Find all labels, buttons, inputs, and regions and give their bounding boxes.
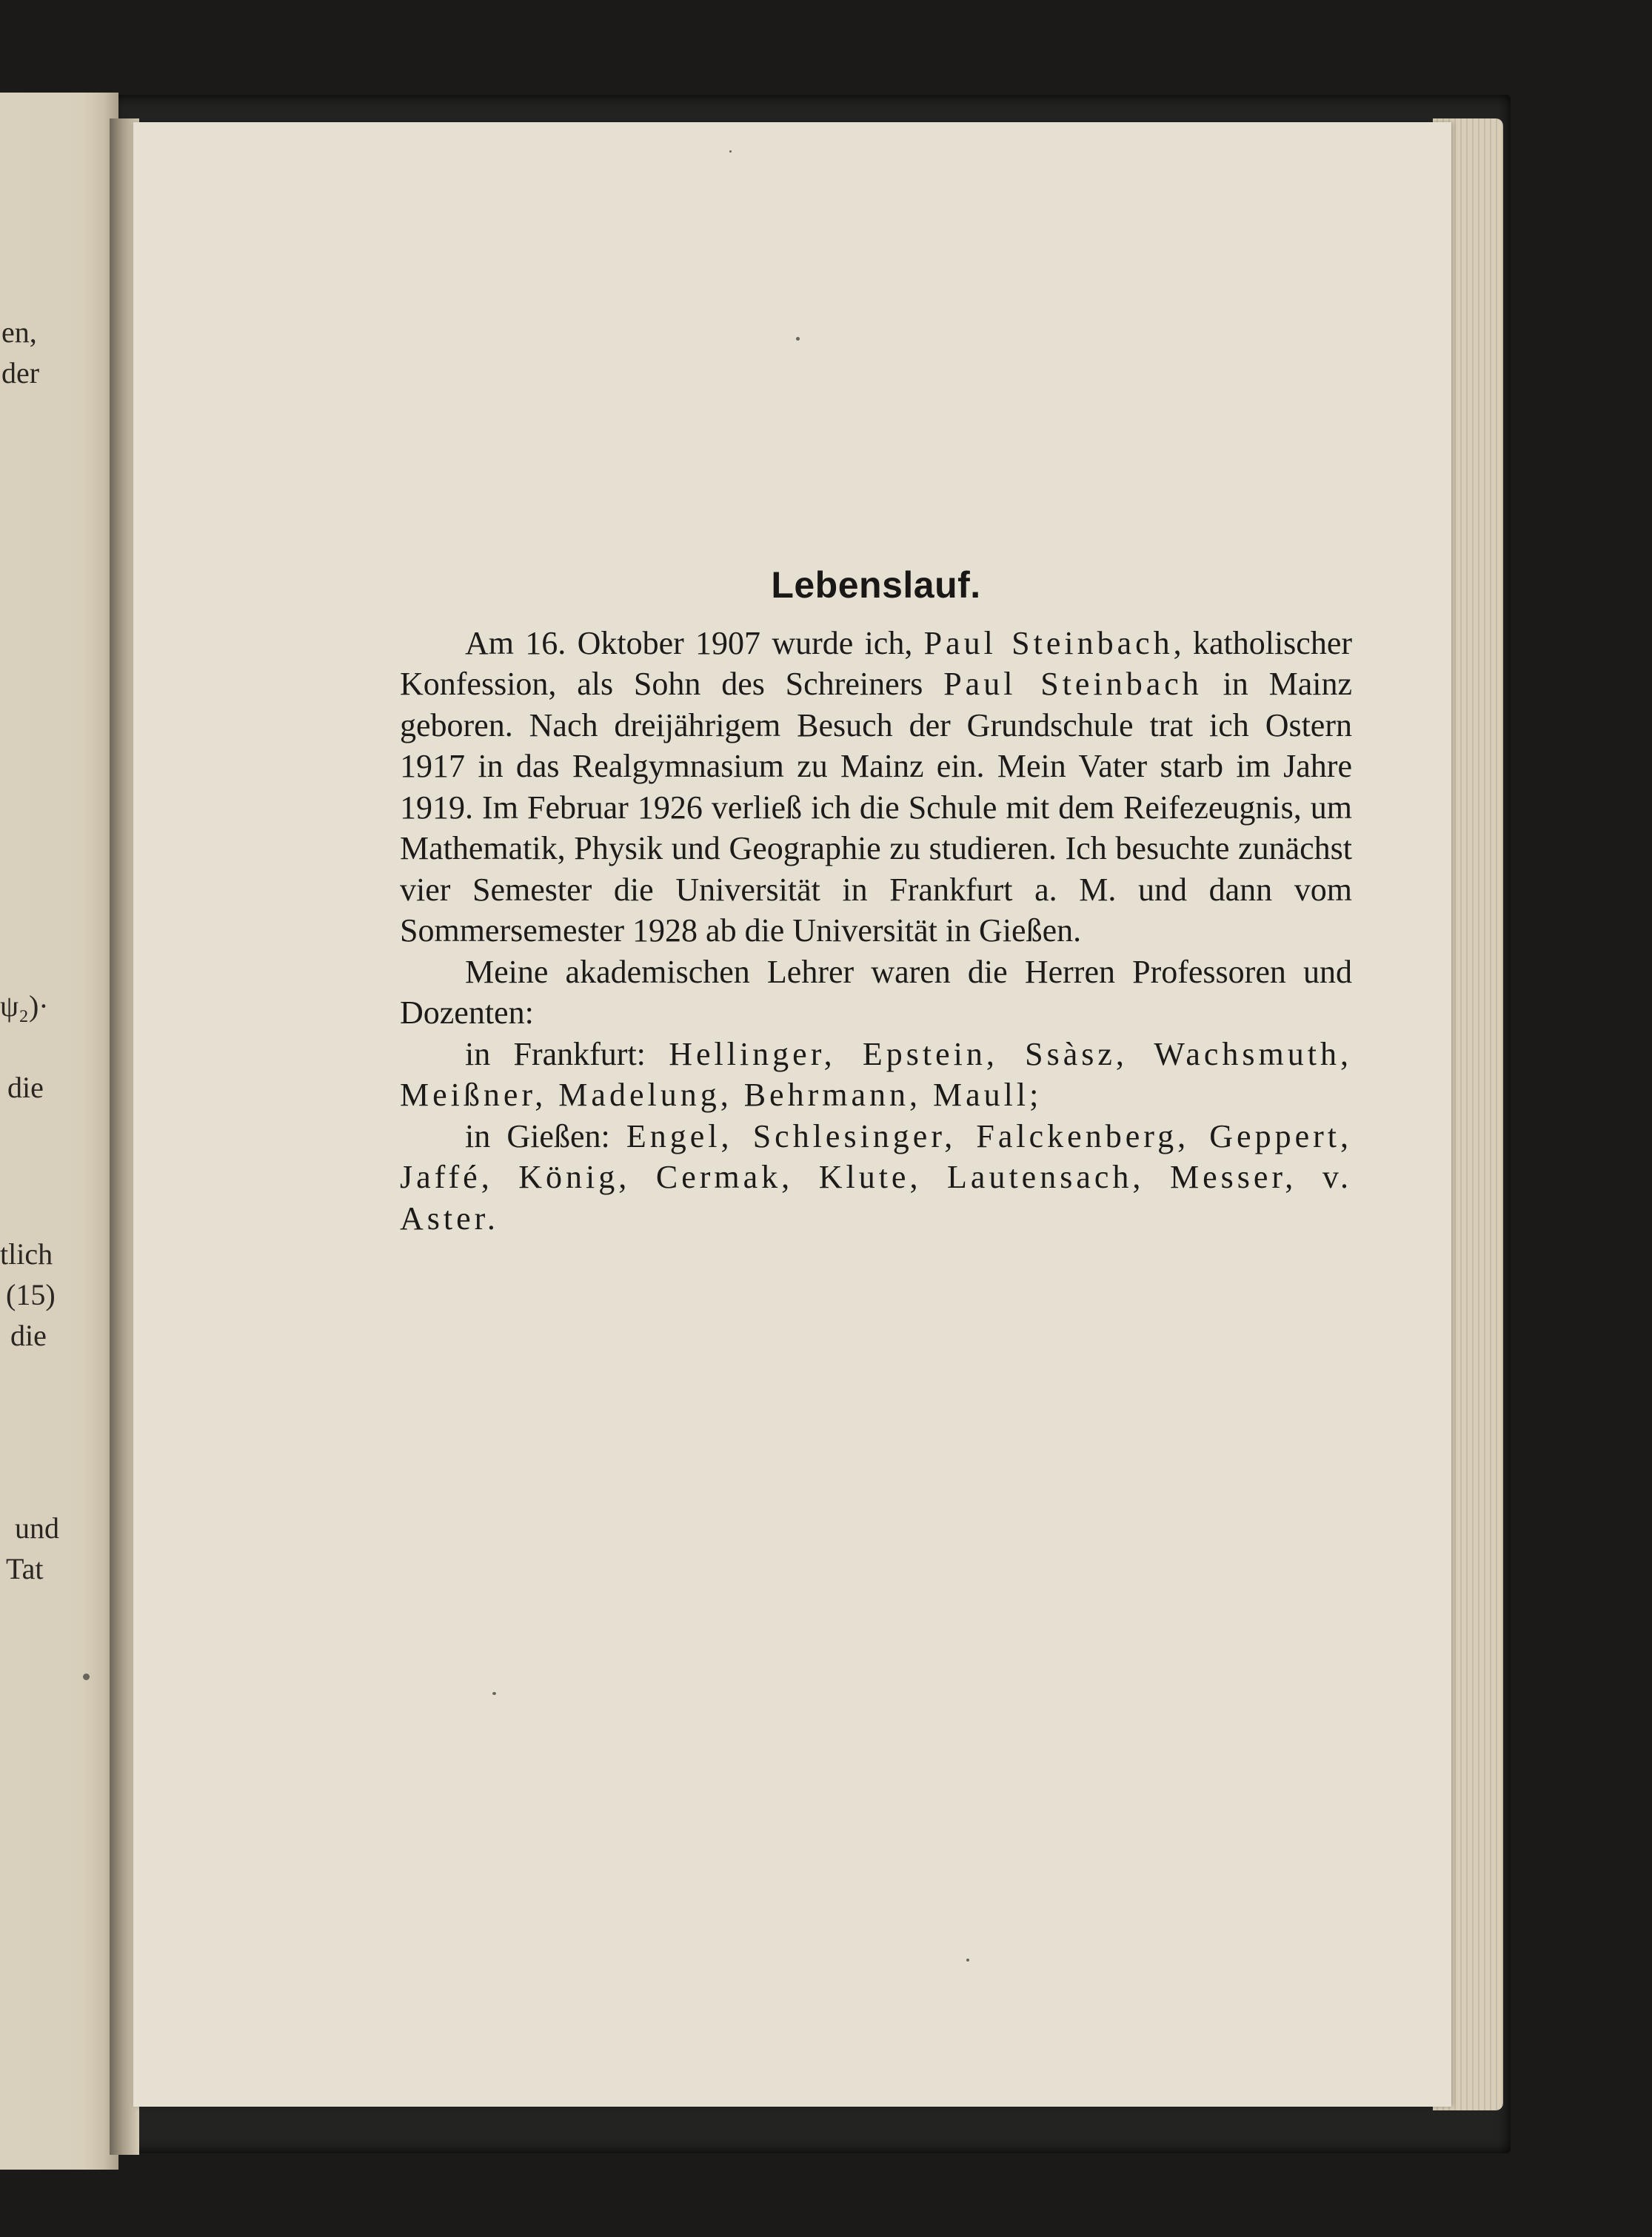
giessen-teachers [400, 1116, 1352, 1240]
frankfurt-label: in Frankfurt: [465, 1035, 669, 1072]
paragraph-text: Am 16. Oktober 1907 wurde ich, [465, 624, 924, 661]
ink-speck [729, 150, 732, 153]
ink-speck [83, 1673, 90, 1680]
paragraph-text: , katholischer Konfession, als Sohn des Schreiners [400, 624, 1352, 702]
person-name: Paul Steinbach [923, 624, 1174, 661]
page-title: Lebenslauf. [771, 564, 981, 606]
left-facing-page [0, 93, 118, 2170]
frankfurt-teachers [400, 1034, 1352, 1116]
page-text [400, 565, 1352, 1239]
left-page-fragment: tlich [0, 1237, 53, 1271]
left-page-fragment: (15) [6, 1278, 56, 1311]
left-page-fragment: der [1, 356, 40, 389]
biography-paragraph [400, 623, 1352, 952]
left-page-fragment: Tat [6, 1552, 44, 1585]
paragraph-text: in Mainz geboren. Nach dreijährigem Besuch der Grundschule trat ich Ostern 1917 in das Realgymnasium zu Mainz ein. Mein Vater starb im Jahre 1919. Im Februar 1926 verließ ich die Schule mit dem Reifezeugnis, um Mathematik, Physik und Geographie zu studieren. Ich besuchte zunächst vier Semester die Universität in Frankfurt a. M. und dann vom Sommersemester 1928 ab die Universität in Gießen. [400, 666, 1353, 949]
ink-speck [492, 1692, 496, 1695]
giessen-names: Engel, Schlesinger, Falckenberg, Geppert, Jaffé, König, Cermak, Klute, Lautensach, Messer, v. Aster. [400, 1117, 1352, 1237]
frankfurt-names: Hellinger, Epstein, Ssàsz, Wachsmuth, Meißner, Madelung, Behrmann, Maull; [400, 1035, 1352, 1113]
left-page-fragment: en, [1, 315, 37, 349]
ink-speck [966, 1959, 969, 1962]
teachers-intro-paragraph: Meine akademischen Lehrer waren die Herren Professoren und Dozenten: [400, 953, 1352, 1031]
giessen-label: in Gießen: [465, 1117, 626, 1154]
left-page-fragment: die [7, 1071, 44, 1104]
document-page [133, 122, 1451, 2107]
left-page-fragment: die [10, 1319, 47, 1352]
ink-speck [796, 337, 800, 341]
person-name: Paul Steinbach [943, 666, 1203, 702]
left-page-fragment: und [15, 1511, 59, 1545]
left-page-fragment: ψ₂)· [0, 989, 49, 1023]
